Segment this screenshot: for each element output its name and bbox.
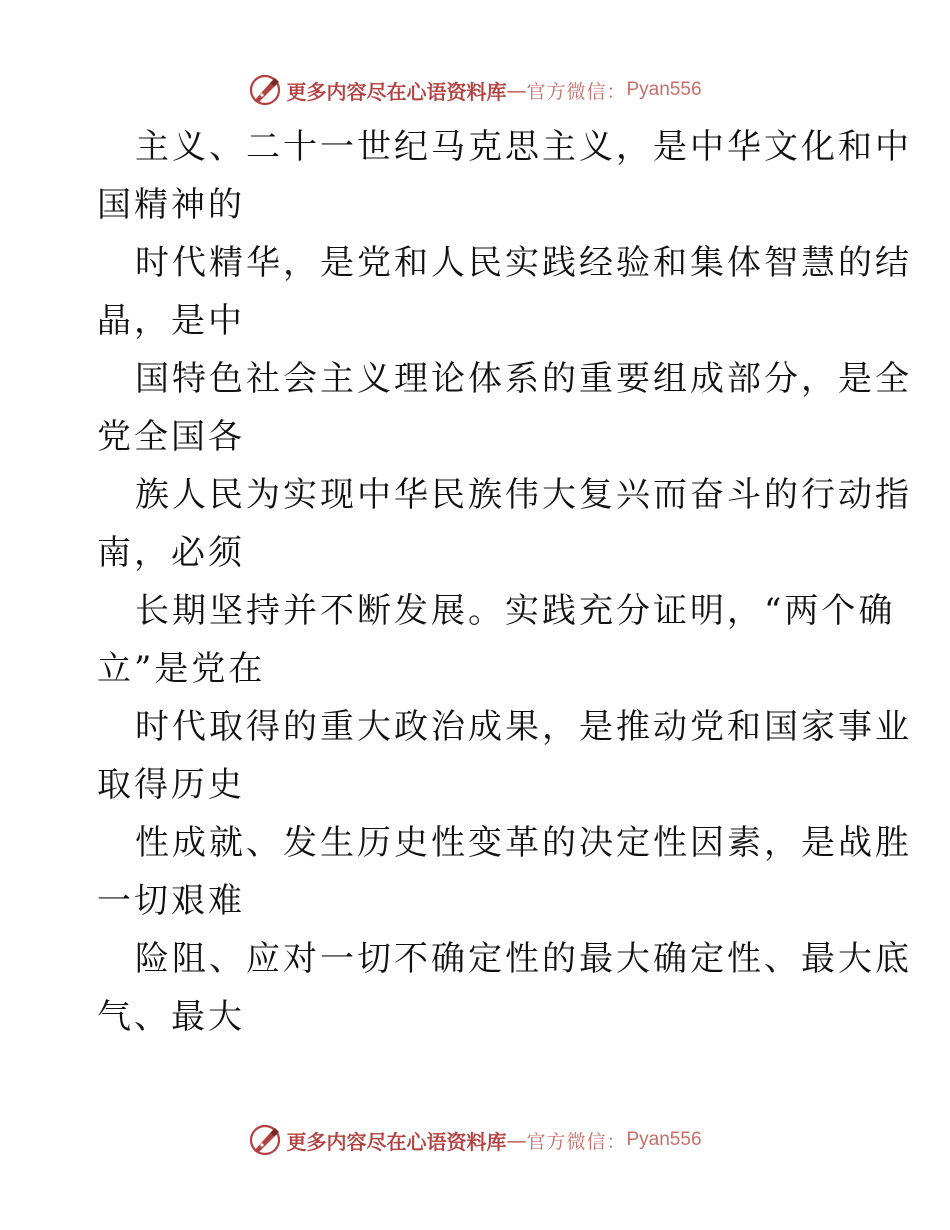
header-banner-text: 更多内容尽在心语资料库 — [286, 79, 507, 104]
header-wechat-label: 官方微信： — [526, 80, 627, 103]
paragraph-line: 族人民为实现中华民族伟大复兴而奋斗的行动指 — [135, 475, 912, 515]
footer-banner-separator: — — [506, 1128, 527, 1152]
pen-logo-icon — [248, 73, 282, 107]
paragraph-line: 时代精华，是党和人民实践经验和集体智慧的结 — [135, 243, 912, 283]
paragraph-line: 立”是党在 — [97, 649, 266, 689]
paragraph — [97, 582, 896, 698]
pen-logo-icon — [248, 1123, 282, 1157]
paragraph-line: 国精神的 — [97, 185, 245, 225]
paragraph-line: 取得历史 — [97, 765, 245, 805]
footer-banner — [0, 1120, 950, 1160]
paragraph — [97, 814, 912, 930]
paragraph-line: 一切艰难 — [97, 881, 245, 921]
paragraph — [97, 234, 912, 350]
paragraph — [97, 118, 912, 234]
header-wechat-id: Pyan556 — [626, 79, 702, 100]
paragraph-line: 主义、二十一世纪马克思主义，是中华文化和中 — [135, 127, 912, 167]
paragraph — [97, 698, 912, 814]
paragraph-line: 性成就、发生历史性变革的决定性因素，是战胜 — [135, 823, 912, 863]
paragraph — [97, 930, 912, 1046]
paragraph-line: 险阻、应对一切不确定性的最大确定性、最大底 — [135, 939, 912, 979]
paragraph-line: 晶，是中 — [97, 301, 245, 341]
paragraph-line: 国特色社会主义理论体系的重要组成部分，是全 — [135, 359, 912, 399]
header-banner — [0, 70, 950, 110]
footer-wechat-id: Pyan556 — [626, 1129, 702, 1150]
paragraph — [97, 350, 912, 466]
footer-wechat-label: 官方微信： — [526, 1130, 627, 1153]
paragraph-line: 南，必须 — [97, 533, 245, 573]
footer-banner-text: 更多内容尽在心语资料库 — [286, 1129, 507, 1154]
header-banner-separator: — — [506, 78, 527, 102]
paragraph-line: 党全国各 — [97, 417, 245, 457]
paragraph-line: 长期坚持并不断发展。实践充分证明，“两个确 — [135, 591, 896, 631]
paragraph — [97, 466, 912, 582]
paragraph-line: 气、最大 — [97, 997, 245, 1037]
paragraph-line: 时代取得的重大政治成果，是推动党和国家事业 — [135, 707, 912, 747]
body-text — [97, 118, 912, 1046]
